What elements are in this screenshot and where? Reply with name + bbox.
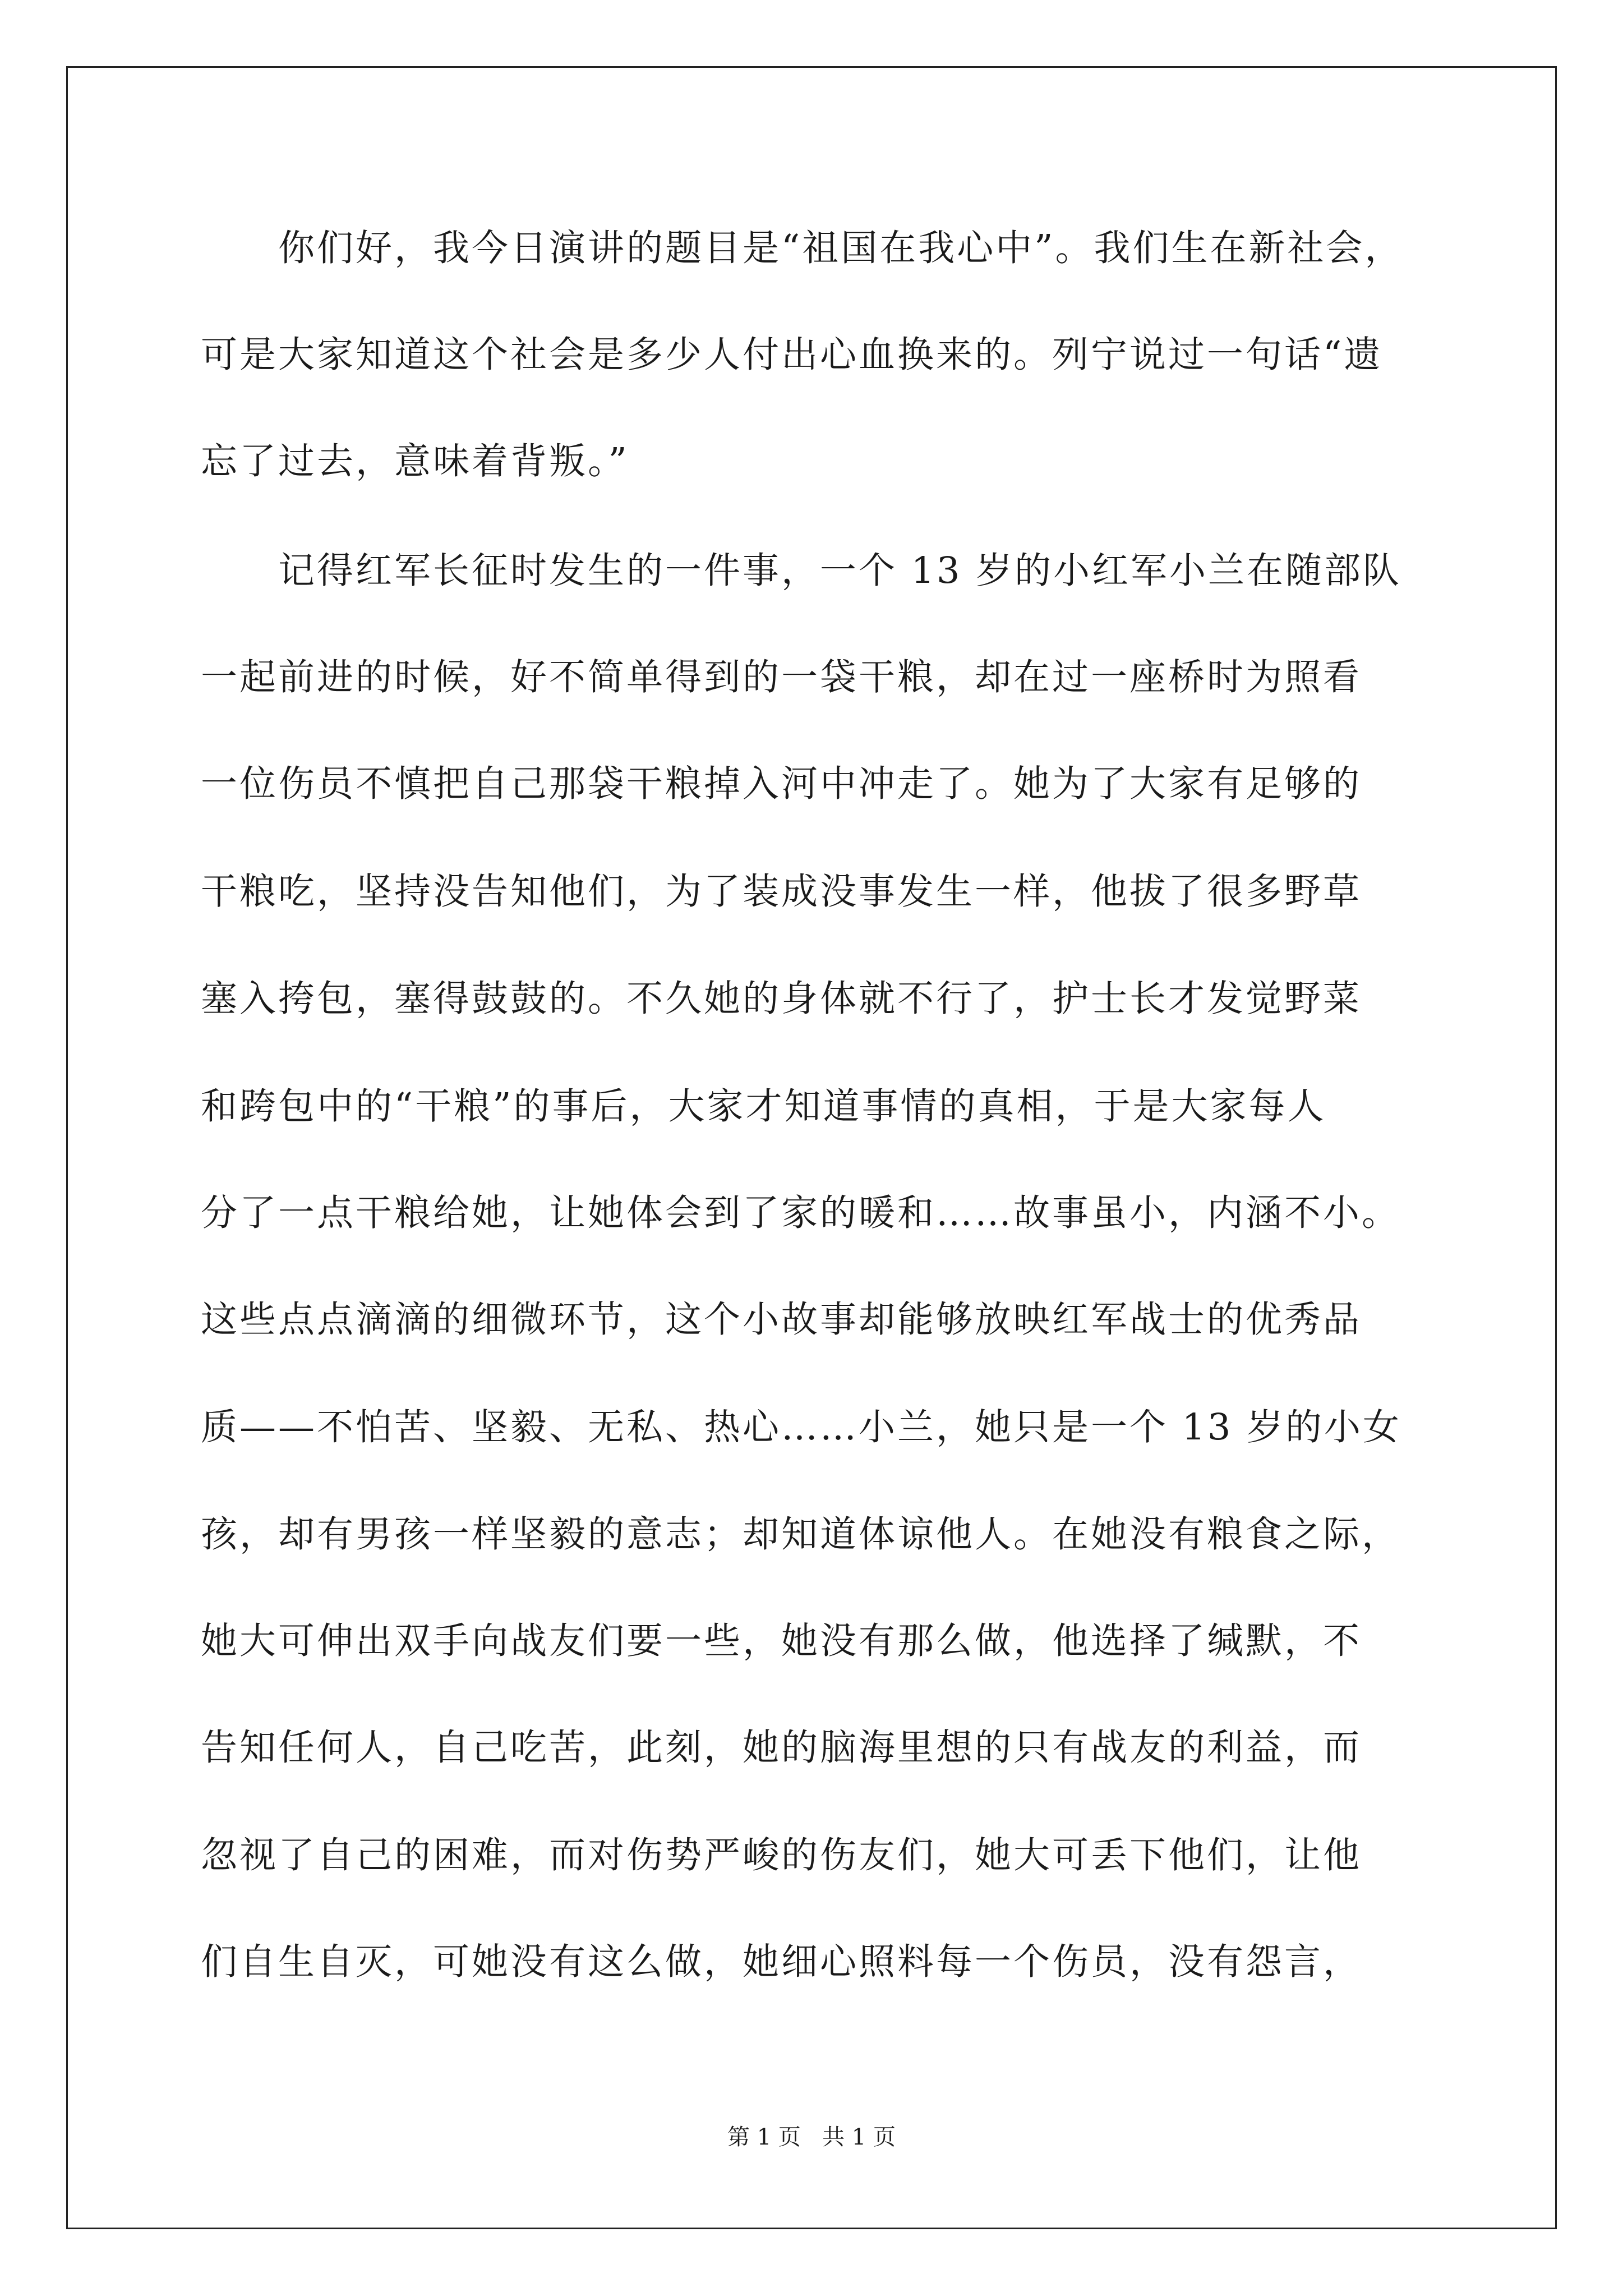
paragraph-2-line-13: 忽视了自己的困难，而对伤势严峻的伤友们，她大可丢下他们，让他 [201, 1834, 1362, 1876]
paragraph-2-line-7: 分了一点干粮给她，让她体会到了家的暖和……故事虽小，内涵不小。 [201, 1192, 1401, 1234]
paragraph-2-line-3: 一位伤员不慎把自己那袋干粮掉入河中冲走了。她为了大家有足够的 [201, 763, 1362, 805]
page-number-footer: 第 1 页 共 1 页 [727, 2124, 896, 2150]
paragraph-2-line-8: 这些点点滴滴的细微环节，这个小故事却能够放映红军战士的优秀品 [201, 1299, 1362, 1341]
paragraph-2-line-2: 一起前进的时候，好不简单得到的一袋干粮，却在过一座桥时为照看 [201, 656, 1362, 698]
paragraph-2-line-12: 告知任何人，自己吃苦，此刻，她的脑海里想的只有战友的利益，而 [201, 1727, 1362, 1769]
paragraph-2-line-14: 们自生自灭，可她没有这么做，她细心照料每一个伤员，没有怨言， [201, 1941, 1362, 1983]
paragraph-2-line-5: 塞入挎包，塞得鼓鼓的。不久她的身体就不行了，护士长才发觉野菜 [201, 978, 1362, 1020]
paragraph-2-line-11: 她大可伸出双手向战友们要一些，她没有那么做，他选择了缄默，不 [201, 1620, 1362, 1662]
paragraph-2-line-4: 干粮吃，坚持没告知他们，为了装成没事发生一样，他拔了很多野草 [201, 871, 1362, 913]
page-border [66, 66, 1557, 2229]
paragraph-2-line-6: 和跨包中的“干粮”的事后，大家才知道事情的真相，于是大家每人 [201, 1085, 1326, 1128]
paragraph-1-line-2: 可是大家知道这个社会是多少人付出心血换来的。列宁说过一句话“遗 [201, 334, 1383, 376]
paragraph-1-line-1: 你们好，我今日演讲的题目是“祖国在我心中”。我们生在新社会， [278, 227, 1404, 269]
paragraph-2-line-1: 记得红军长征时发生的一件事，一个 13 岁的小红军小兰在随部队 [278, 550, 1402, 592]
paragraph-1-line-3: 忘了过去，意味着背叛。” [201, 440, 629, 482]
paragraph-2-line-9: 质——不怕苦、坚毅、无私、热心……小兰，她只是一个 13 岁的小女 [201, 1406, 1402, 1448]
paragraph-2-line-10: 孩，却有男孩一样坚毅的意志；却知道体谅他人。在她没有粮食之际， [201, 1513, 1401, 1556]
